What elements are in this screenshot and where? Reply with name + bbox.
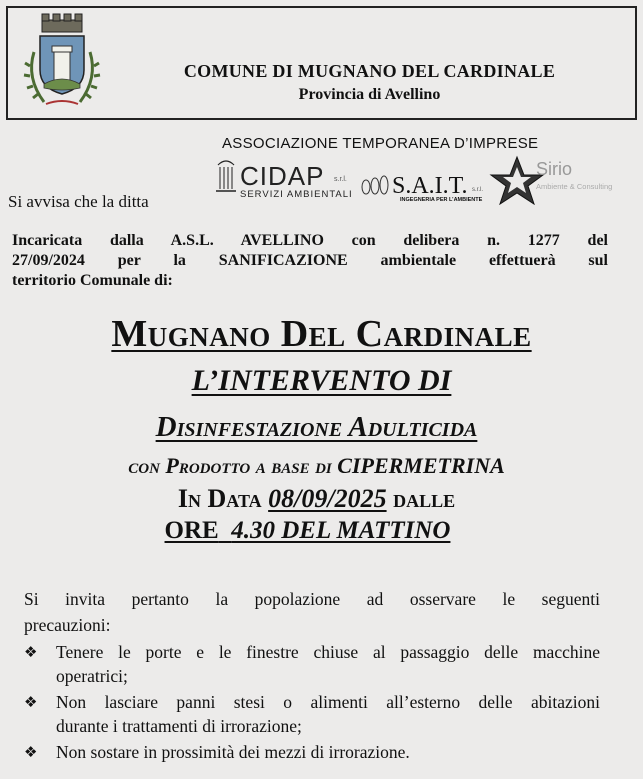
invite-line: precauzioni: xyxy=(24,615,111,635)
cidap-name: CIDAP xyxy=(240,161,325,191)
invite-line: Si invita pertanto la popolazione ad osservare le seguenti xyxy=(24,589,600,609)
cidap-subtitle: SERVIZI AMBIENTALI xyxy=(240,189,353,200)
product-line: con Prodotto a base di CIPERMETRINA xyxy=(128,453,505,478)
ati-title: ASSOCIAZIONE TEMPORANEA D’IMPRESE xyxy=(222,135,539,152)
paragraph-line: 27/09/2024 per la SANIFICAZIONE ambientale effettuerà sul xyxy=(12,252,608,269)
comune-title: COMUNE DI MUGNANO DEL CARDINALE xyxy=(183,61,556,81)
cidap-suffix: s.r.l. xyxy=(334,176,347,183)
date-prefix: In Data xyxy=(177,484,262,513)
sirio-name: Sirio xyxy=(536,159,573,179)
diamond-bullet-icon: ❖ xyxy=(24,643,38,661)
town-heading: Mugnano Del Cardinale xyxy=(111,313,532,355)
list-item xyxy=(24,640,600,688)
list-item xyxy=(24,690,600,738)
sirio-logo xyxy=(491,157,612,204)
time-value: 4.30 DEL MATTINO xyxy=(231,517,451,544)
date-value: 08/09/2025 xyxy=(268,484,387,513)
list-item-line: operatrici; xyxy=(56,666,128,686)
provincia-subtitle: Provincia di Avellino xyxy=(298,86,441,103)
paragraph-line: Incaricata dalla A.S.L. AVELLINO con delibera n. 1277 del xyxy=(12,232,608,249)
list-item-line: Non lasciare panni stesi o alimenti all’esterno delle abitazioni xyxy=(56,692,600,712)
date-suffix: dalle xyxy=(393,484,456,513)
precautions-list xyxy=(24,640,600,766)
date-line xyxy=(0,484,633,514)
disinfestazione-heading: Disinfestazione Adulticida xyxy=(155,411,478,443)
sait-logo xyxy=(362,173,483,203)
time-line xyxy=(0,517,615,545)
assignment-paragraph xyxy=(12,231,608,291)
coat-of-arms-icon xyxy=(20,12,104,116)
notice-text: Si avvisa che la ditta xyxy=(8,192,149,211)
sirio-subtitle: Ambiente & Consulting xyxy=(536,182,613,191)
list-item-line: Tenere le porte e le finestre chiuse al passaggio delle macchine xyxy=(56,642,600,662)
list-item xyxy=(24,740,600,764)
intervento-heading: L’INTERVENTO DI xyxy=(191,364,452,397)
time-word: ORE xyxy=(164,517,219,544)
list-item-line: durante i trattamenti di irrorazione; xyxy=(56,716,302,736)
sait-suffix: s.r.l. xyxy=(472,187,484,193)
company-logos xyxy=(214,155,634,205)
paragraph-line: territorio Comunale di: xyxy=(12,272,173,289)
invite-paragraph xyxy=(24,586,600,638)
sait-subtitle: INGEGNERIA PER L’AMBIENTE xyxy=(400,197,483,203)
sait-name: S.A.I.T. xyxy=(392,173,468,199)
list-item-line: Non sostare in prossimità dei mezzi di irrorazione. xyxy=(56,742,410,762)
cidap-logo xyxy=(216,161,353,200)
diamond-bullet-icon: ❖ xyxy=(24,693,38,711)
diamond-bullet-icon: ❖ xyxy=(24,743,38,761)
header-box xyxy=(6,6,637,120)
